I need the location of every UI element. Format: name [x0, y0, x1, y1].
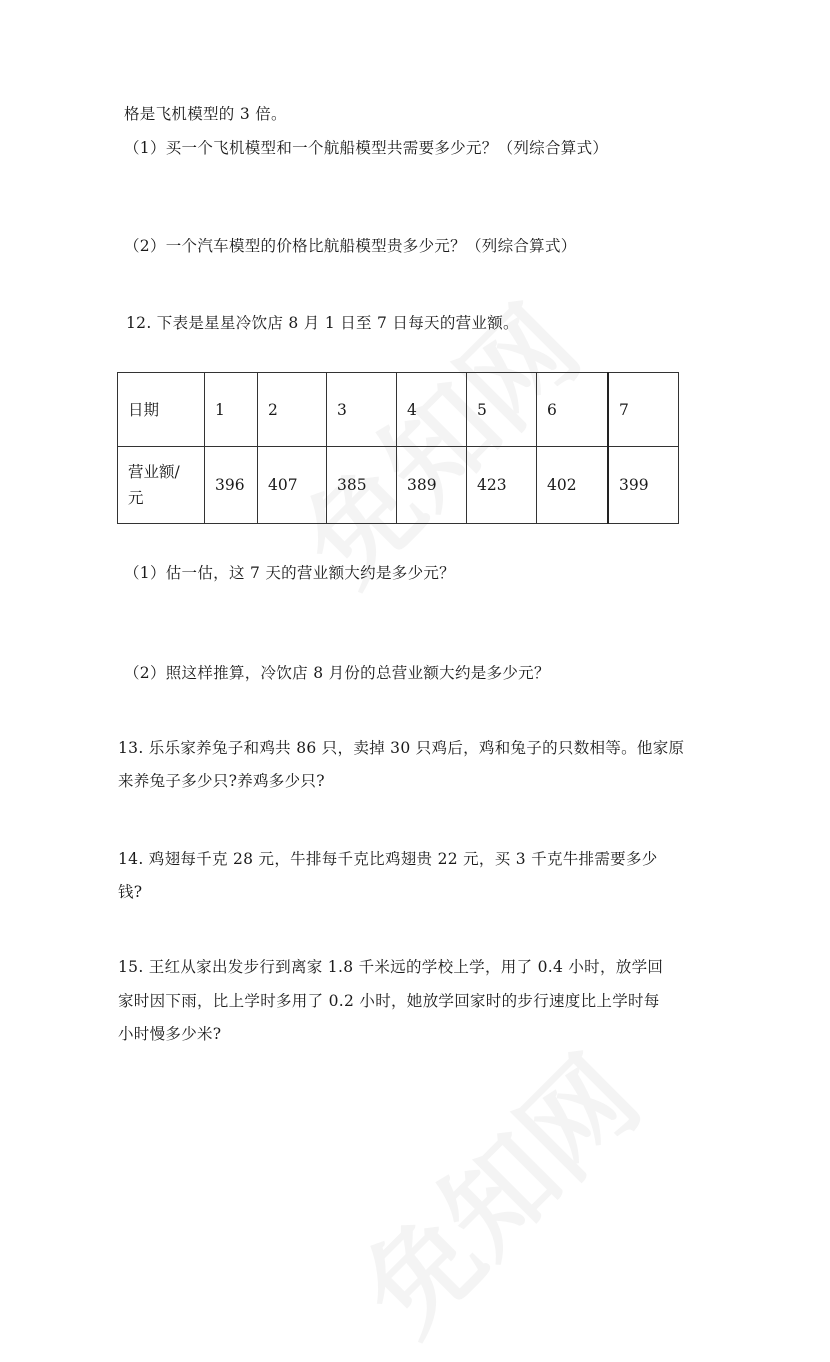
- table-row-sales: [118, 447, 679, 524]
- row-header-date: 日期: [118, 373, 205, 447]
- q14-line1: 14. 鸡翅每千克 28 元，牛排每千克比鸡翅贵 22 元，买 3 千克牛排需要多少: [118, 850, 658, 868]
- q15-line3: 小时慢多少米?: [118, 1025, 222, 1043]
- sales-cell: 423: [467, 447, 537, 524]
- q12-sub2: （2）照这样推算，冷饮店 8 月份的总营业额大约是多少元？: [124, 664, 550, 682]
- q15-line2: 家时因下雨，比上学时多用了 0.2 小时，她放学回家时的步行速度比上学时每: [118, 992, 660, 1010]
- q11-sub1: （1）买一个飞机模型和一个航船模型共需要多少元？（列综合算式）: [124, 139, 609, 157]
- sales-table: [117, 372, 679, 524]
- q12-sub1: （1）估一估，这 7 天的营业额大约是多少元？: [124, 564, 455, 582]
- day-cell: 7: [608, 373, 679, 447]
- watermark-bottom: [322, 1016, 667, 1361]
- row-header-sales-line1: 营业额/: [128, 463, 180, 481]
- day-cell: 1: [205, 373, 258, 447]
- sales-cell: 389: [397, 447, 467, 524]
- sales-cell: 385: [327, 447, 397, 524]
- row-header-sales: [118, 447, 205, 524]
- day-cell: 5: [467, 373, 537, 447]
- sales-cell: 402: [537, 447, 609, 524]
- q11-sub2: （2）一个汽车模型的价格比航船模型贵多少元？（列综合算式）: [124, 237, 577, 255]
- q12-title: 12. 下表是星星冷饮店 8 月 1 日至 7 日每天的营业额。: [126, 314, 519, 332]
- day-cell: 2: [258, 373, 327, 447]
- q15-line1: 15. 王红从家出发步行到离家 1.8 千米远的学校上学，用了 0.4 小时，放学回: [118, 958, 664, 976]
- q13-line2: 来养兔子多少只?养鸡多少只?: [118, 772, 325, 790]
- day-cell: 6: [537, 373, 609, 447]
- table-row-days: [118, 373, 679, 447]
- day-cell: 4: [397, 373, 467, 447]
- row-header-sales-line2: 元: [128, 489, 144, 507]
- q13-line1: 13. 乐乐家养兔子和鸡共 86 只，卖掉 30 只鸡后，鸡和兔子的只数相等。他家原: [118, 739, 685, 757]
- sales-cell: 407: [258, 447, 327, 524]
- q14-line2: 钱?: [118, 883, 143, 901]
- sales-cell: 399: [608, 447, 679, 524]
- sales-cell: 396: [205, 447, 258, 524]
- day-cell: 3: [327, 373, 397, 447]
- continuation-text: 格是飞机模型的 3 倍。: [124, 105, 287, 123]
